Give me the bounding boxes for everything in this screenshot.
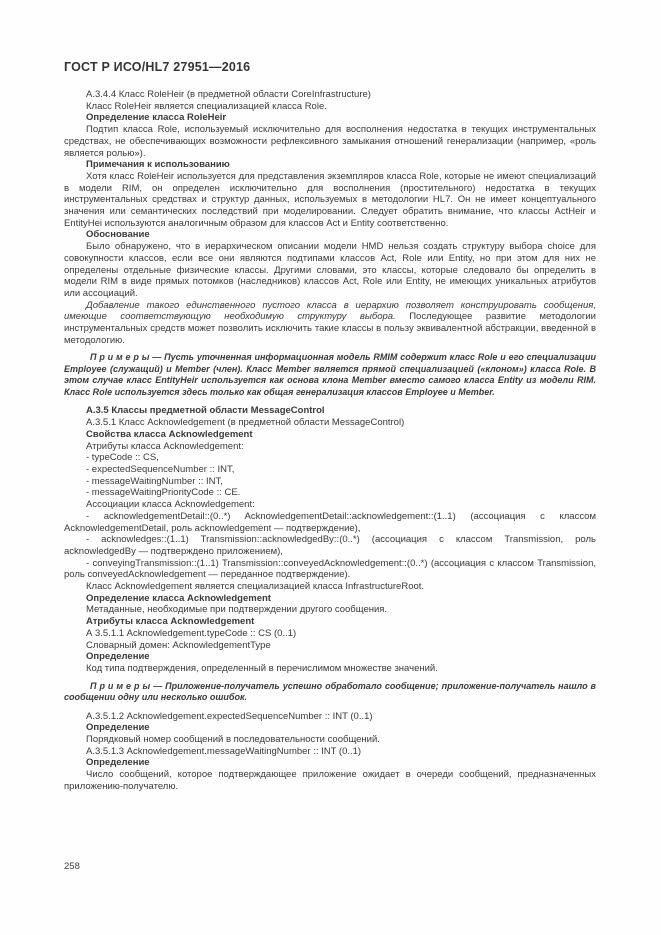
page-number: 258 — [64, 861, 80, 872]
page-body — [64, 89, 596, 793]
paragraph: А.3.4.4 Класс RoleHeir (в предметной области CoreInfrastructure) — [86, 89, 371, 100]
attribute-list-item: - messageWaitingNumber :: INT, — [86, 475, 223, 487]
paragraph: Ассоциации класса Acknowledgement: — [86, 499, 255, 511]
text-run-italic: Добавление такого единственного пустого класса в иерархию позволяет конструировать сообщения, имеющие соответствующую необходимую структуру выбора. — [64, 299, 596, 323]
paragraph: Число сообщений, которое подтверждающее приложение ожидает в очереди сообщений, предназначенных приложению-получателю. — [64, 769, 596, 792]
example-paragraph: П р и м е р ы — Приложение-получатель успешно обработало сообщение; приложение-получатель нашло в сообщении одну или несколько ошибок. — [64, 680, 596, 703]
section-heading: Определение — [86, 651, 150, 663]
paragraph: А.3.5.1.3 Acknowledgement.messageWaitingNumber :: INT (0..1) — [86, 745, 362, 757]
example-paragraph: П р и м е р ы — Пусть уточненная информационная модель RMIM содержит класс Role и его специализации Employee (служащий) и Member (член). Класс Member является прямой специализацией («клоном») класса Role. В этом случае класс EntityHeir используется как основа клона Member вместо самого класса Entity из модели RIM. Класс Role используется здесь только как общая генерализация классов Employee и Member. — [64, 352, 596, 397]
paragraph: А 3.5.1.1 Acknowledgement.typeCode :: CS (0..1) — [86, 627, 297, 639]
paragraph: - acknowledgementDetail::(0..*) AcknowledgementDetail::acknowledgement::(1..1) (ассоциация с классом AcknowledgementDetail, роль acknowledgement — подтверждение), — [64, 510, 596, 534]
section-heading: Примечания к использованию — [86, 159, 230, 171]
section-heading: Определение класса Acknowledgement — [86, 592, 271, 604]
paragraph: - acknowledges::(1..1) Transmission::acknowledgedBy::(0..*) (ассоциация с классом Transmission, роль acknowledgedBy — подтверждено приложением), — [64, 534, 596, 557]
section-heading: Определение — [86, 722, 150, 734]
paragraph: Метаданные, необходимые при подтверждении другого сообщения. — [86, 604, 388, 616]
paragraph: Класс Acknowledgement является специализацией класса InfrastructureRoot. — [86, 581, 425, 593]
attribute-list-item: - expectedSequenceNumber :: INT, — [86, 463, 235, 475]
page-header-title: ГОСТ Р ИСО/HL7 27951—2016 — [64, 60, 251, 74]
paragraph: Код типа подтверждения, определенный в перечислимом множестве значений. — [86, 662, 438, 674]
paragraph: - conveyingTransmission::(1..1) Transmission::conveyedAcknowledgement::(0..*) (ассоциация с классом Transmission, роль conveyedAcknowledgement — переданное подтверждение). — [64, 557, 596, 581]
paragraph: Хотя класс RoleHeir используется для представления экземпляров класса Role, которые не имеют специализаций в модели RIM, он определен исключительно для восполнения (простительного) недостатка в текущих инструментальных средствах и структур данных, используемых в методологии HL7. Он не имеет концептуального значения или семантических последствий при моделировании. Следует обратить внимание, что классы ActHeir и EntityHei используются аналогичным образом для классов Act и Entity соответственно. — [64, 170, 596, 229]
attribute-list-item: - messageWaitingPriorityCode :: CE. — [86, 487, 241, 499]
paragraph: Атрибуты класса Acknowledgement: — [86, 440, 244, 452]
section-heading: Определение класса RoleHeir — [86, 112, 227, 124]
paragraph: А.3.5.1.2 Acknowledgement.expectedSequenceNumber :: INT (0..1) — [86, 710, 373, 722]
attribute-list-item: - typeCode :: CS, — [86, 452, 159, 464]
paragraph: Класс RoleHeir является специализацией класса Role. — [86, 100, 327, 112]
section-heading: А.3.5 Классы предметной области MessageControl — [86, 405, 325, 417]
section-heading: Определение — [86, 757, 150, 769]
paragraph: А.3.5.1 Класс Acknowledgement (в предметной области MessageControl) — [86, 417, 405, 429]
paragraph: Словарный домен: AcknowledgementType — [86, 639, 271, 651]
section-heading: Атрибуты класса Acknowledgement — [86, 616, 255, 628]
paragraph: Подтип класса Role, используемый исключительно для восполнения недостатка в текущих инструментальных средствах, не обеспечивающих возможности рефлексивного замыкания отношений генерализации (например, «роль является ролью»). — [64, 124, 596, 159]
paragraph — [64, 300, 596, 347]
section-heading: Свойства класса Acknowledgement — [86, 428, 253, 440]
paragraph: Было обнаружено, что в иерархическом описании модели HMD нельзя создать структуру выбора choice для совокупности классов, если все они являются подтипами классов Act, Role или Entity, но при этом для них не определены отдельные физические классы. Другими словами, это классы, которые следовало бы определить в модели RIM в виде прямых потомков (наследников) классов Act, Role или Entity, не имеющих уникальных атрибутов или ассоциаций. — [64, 241, 596, 299]
text-run-regular: Последующее развитие методологии инструментальных средств может позволить исключить такие классы в пользу эквивалентной абстракции, введенной в методологию. — [64, 311, 596, 346]
paragraph: Порядковый номер сообщений в последовательности сообщений. — [86, 734, 380, 746]
section-heading: Обоснование — [86, 229, 150, 241]
